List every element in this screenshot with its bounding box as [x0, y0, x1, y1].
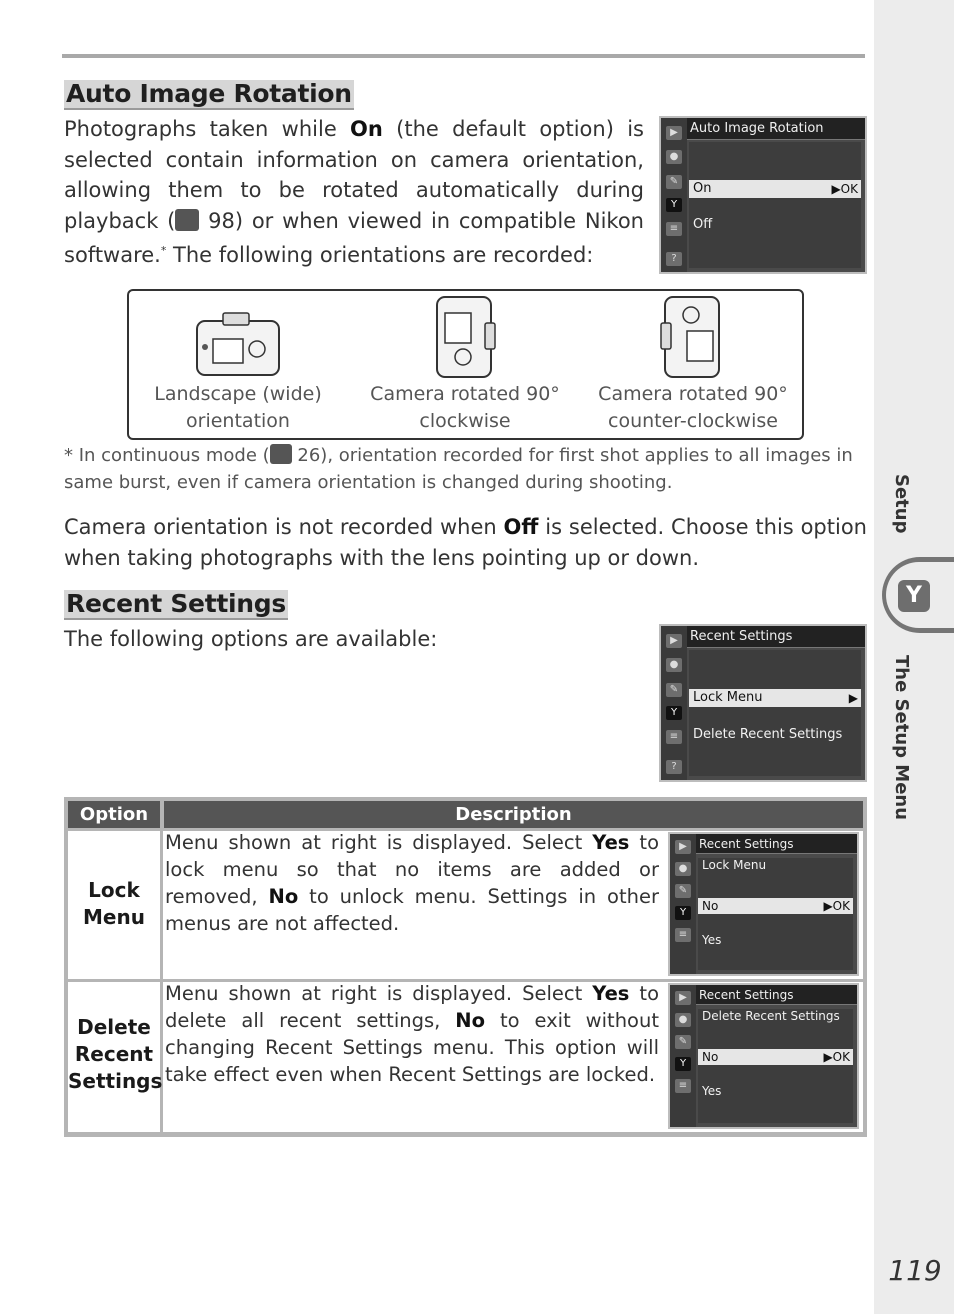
list-icon: ≡: [675, 1079, 691, 1093]
camera-landscape-icon: [195, 311, 281, 377]
wrench-icon: Y: [898, 580, 930, 612]
pencil-icon: ✎: [666, 683, 682, 697]
camera-clockwise-icon: [431, 295, 497, 379]
list-icon: ≡: [675, 928, 691, 942]
playback-icon: ▶: [675, 991, 691, 1005]
camera-icon: ●: [675, 862, 691, 876]
playback-icon: ▶: [666, 634, 682, 648]
recent-settings-intro: The following options are available:: [64, 627, 438, 651]
menu-screenshot-lock-menu: ▶ ● ✎ Y ≡ Recent Settings Lock Menu No ▶OK Yes: [668, 832, 859, 976]
menu-screenshot-delete-recent-settings: ▶ ● ✎ Y ≡ Recent Settings Delete Recent Settings No ▶OK Yes: [668, 983, 859, 1129]
options-table: [64, 797, 867, 1137]
list-icon: ≡: [666, 222, 682, 236]
table-row-option-lock-menu: Lock Menu: [68, 831, 160, 979]
playback-icon: ▶: [666, 126, 682, 140]
heading-auto-image-rotation: Auto Image Rotation: [66, 79, 352, 108]
camera-icon: ●: [666, 658, 682, 672]
caption-clockwise: Camera rotated 90° clockwise: [370, 383, 560, 432]
chapter-sidebar: [874, 0, 954, 1314]
pencil-icon: ✎: [666, 175, 682, 189]
help-icon: ?: [666, 252, 682, 266]
on-option-text: On: [350, 117, 383, 141]
caption-counter-clockwise: Camera rotated 90° counter-clockwise: [598, 383, 788, 432]
camera-icon: ●: [675, 1013, 691, 1027]
list-icon: ≡: [666, 730, 682, 744]
sidebar-label-setup: Setup: [891, 474, 912, 534]
pencil-icon: ✎: [675, 884, 691, 898]
sidebar-label-setup-menu: The Setup Menu: [891, 655, 912, 821]
orientation-not-recorded-paragraph: Camera orientation is not recorded when Off is selected. Choose this option when taking photographs with the lens pointing up or down.: [64, 515, 867, 570]
heading-recent-settings: Recent Settings: [66, 589, 286, 618]
off-option-text: Off: [503, 515, 539, 539]
playback-icon: ▶: [675, 840, 691, 854]
page-number: 119: [888, 1254, 942, 1287]
wrench-icon: Y: [666, 706, 682, 720]
wrench-icon: Y: [675, 1057, 691, 1071]
orientation-figure-box: [127, 289, 804, 440]
header-option: Option: [68, 801, 160, 828]
camera-icon: ●: [666, 150, 682, 164]
camera-counter-clockwise-icon: [659, 295, 725, 379]
menu-screenshot-recent-settings: ▶ ● ✎ Y ≡ ? Recent Settings Lock Menu ▶ Delete Recent Settings: [659, 624, 867, 782]
page-ref-icon: [175, 209, 199, 231]
help-icon: ?: [666, 760, 682, 774]
header-description: Description: [164, 801, 863, 828]
table-row-description-delete-recent-settings: Menu shown at right is displayed. Select Yes to delete all recent settings, No to exit without changing Recent Settings menu. This option will take effect even when Recent Settings are locked. ▶ ● ✎ Y ≡ Recent Settings Delete Recent Settings No ▶OK Yes: [163, 982, 863, 1132]
footnote: * In continuous mode ( 26), orientation recorded for first shot applies to all images in same burst, even if camera orientation is changed during shooting.: [64, 445, 853, 493]
pencil-icon: ✎: [675, 1035, 691, 1049]
wrench-icon: Y: [666, 198, 682, 212]
table-row-option-delete-recent-settings: Delete Recent Settings: [68, 982, 160, 1132]
top-rule: [62, 54, 865, 58]
wrench-icon: Y: [675, 906, 691, 920]
table-row-description-lock-menu: Menu shown at right is displayed. Select Yes to lock menu so that no items are added or removed, No to unlock menu. Settings in other menus are not affected. ▶ ● ✎ Y ≡ Recent Settings Lock Menu No ▶OK Yes: [163, 831, 863, 979]
caption-landscape: Landscape (wide) orientation: [154, 383, 322, 432]
menu-screenshot-auto-image-rotation: ▶ ● ✎ Y ≡ ? Auto Image Rotation On ▶OK Off: [659, 116, 867, 274]
page-ref-icon: [270, 444, 292, 464]
auto-rotation-paragraph: Photographs taken while On (the default option) is selected contain information on camera orientation, allowing them to be rotated automatically during playback ( 98) or when viewed in compatible Nikon software.* The following orientations are recorded:: [64, 117, 644, 267]
